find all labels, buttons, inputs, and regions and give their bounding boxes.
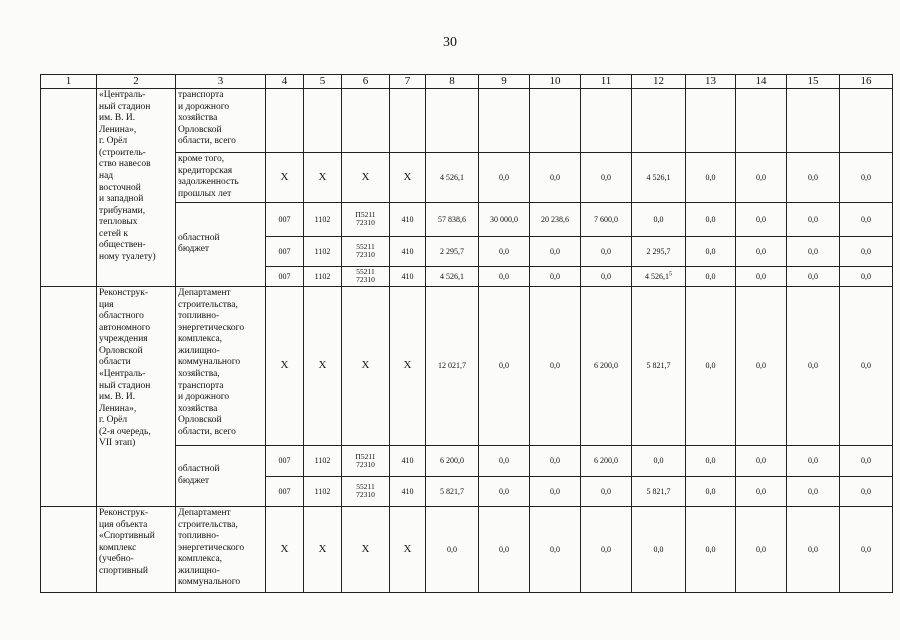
amount-cell: 0,0: [686, 286, 736, 445]
amount-cell: 0,0: [581, 266, 632, 286]
amount-cell: 0,0: [479, 506, 530, 592]
table-row: [41, 286, 893, 445]
amount-cell: 0,0: [530, 266, 581, 286]
code-cell: 55211 72310: [342, 266, 390, 286]
amount-cell: 0,0: [530, 476, 581, 506]
amount-cell: 5 821,7: [426, 476, 479, 506]
x-mark: X: [304, 286, 342, 445]
empty-cell: [41, 286, 97, 506]
amount-cell: 0,0: [840, 202, 893, 236]
code-cell: 007: [266, 202, 304, 236]
amount-cell: 20 238,6: [530, 202, 581, 236]
amount-cell: 0,0: [426, 506, 479, 592]
amount-cell: 0,0: [686, 202, 736, 236]
x-mark: X: [390, 152, 426, 202]
amount-value: 4 526,1: [645, 271, 669, 281]
amount-cell: 0,0: [479, 236, 530, 266]
amount-cell: 6 200,0: [581, 445, 632, 476]
amount-cell: 0,0: [787, 236, 840, 266]
amount-cell: 0,0: [686, 266, 736, 286]
col-header-7: 7: [390, 75, 426, 89]
code-cell: 1102: [304, 236, 342, 266]
amount-cell: 0,0: [686, 445, 736, 476]
col-header-11: 11: [581, 75, 632, 89]
amount-cell: 0,0: [479, 286, 530, 445]
department-cell: Департамент строительства, топливно- энергетического комплекса, жилищно- коммунального хозяйства, транспорта и дорожного хозяйства Орловской области, всего: [176, 286, 266, 445]
empty-cell: [41, 506, 97, 592]
code-cell: П5211 72310: [342, 445, 390, 476]
amount-cell: 0,0: [479, 266, 530, 286]
amount-cell: 0,0: [736, 236, 787, 266]
department-cell: транспорта и дорожного хозяйства Орловской области, всего: [176, 88, 266, 152]
amount-cell: 0,0: [787, 506, 840, 592]
code-cell: 007: [266, 476, 304, 506]
col-header-14: 14: [736, 75, 787, 89]
code-cell: 410: [390, 202, 426, 236]
col-header-16: 16: [840, 75, 893, 89]
x-mark: X: [342, 286, 390, 445]
code-cell: 1102: [304, 266, 342, 286]
amount-cell: 0,0: [840, 266, 893, 286]
col-header-12: 12: [632, 75, 686, 89]
amount-cell: 0,0: [787, 286, 840, 445]
amount-cell: 0,0: [581, 152, 632, 202]
amount-cell: 0,0: [686, 236, 736, 266]
amount-cell: 0,0: [736, 152, 787, 202]
x-mark: X: [342, 506, 390, 592]
code-cell: 410: [390, 236, 426, 266]
code-cell: 1102: [304, 445, 342, 476]
code-cell: 1102: [304, 476, 342, 506]
x-mark: X: [390, 286, 426, 445]
empty-cell: [41, 88, 97, 286]
amount-cell: 4 526,1: [426, 152, 479, 202]
amount-cell: 0,0: [632, 202, 686, 236]
amount-cell: 0,0: [787, 476, 840, 506]
column-number-row: [41, 75, 893, 89]
code-cell: 410: [390, 266, 426, 286]
x-mark: X: [304, 152, 342, 202]
code-cell: 410: [390, 476, 426, 506]
amount-cell: 5 821,7: [632, 476, 686, 506]
col-header-1: 1: [41, 75, 97, 89]
department-cell: Департамент строительства, топливно- энергетического комплекса, жилищно- коммунального: [176, 506, 266, 592]
budget-label: областной бюджет: [176, 445, 266, 506]
amount-cell-footnoted: [632, 266, 686, 286]
col-header-4: 4: [266, 75, 304, 89]
amount-cell: 5 821,7: [632, 286, 686, 445]
amount-cell: 0,0: [530, 236, 581, 266]
amount-cell: 0,0: [787, 445, 840, 476]
amount-cell: 0,0: [736, 266, 787, 286]
page-number: 30: [443, 35, 457, 50]
amount-cell: 0,0: [686, 152, 736, 202]
amount-cell: 4 526,1: [632, 152, 686, 202]
table-row: [41, 506, 893, 592]
amount-cell: 0,0: [581, 236, 632, 266]
code-cell: 410: [390, 445, 426, 476]
amount-cell: 6 200,0: [581, 286, 632, 445]
amount-cell: 0,0: [787, 202, 840, 236]
object-name: «Централь- ный стадион им. В. И. Ленина», г. Орёл (строитель- ство навесов над восточной и западной трибунами, тепловых сетей к обществен- ному туалету): [97, 88, 176, 286]
col-header-13: 13: [686, 75, 736, 89]
amount-cell: 0,0: [736, 286, 787, 445]
col-header-2: 2: [97, 75, 176, 89]
amount-cell: 0,0: [479, 445, 530, 476]
col-header-6: 6: [342, 75, 390, 89]
amount-cell: 0,0: [530, 152, 581, 202]
amount-cell: 0,0: [787, 266, 840, 286]
col-header-10: 10: [530, 75, 581, 89]
col-header-8: 8: [426, 75, 479, 89]
amount-cell: 0,0: [840, 445, 893, 476]
x-mark: X: [304, 506, 342, 592]
amount-cell: 0,0: [530, 445, 581, 476]
x-mark: X: [266, 506, 304, 592]
amount-cell: 30 000,0: [479, 202, 530, 236]
x-mark: X: [390, 506, 426, 592]
amount-cell: 0,0: [840, 236, 893, 266]
amount-cell: 0,0: [479, 152, 530, 202]
amount-cell: 2 295,7: [632, 236, 686, 266]
budget-table: [40, 74, 893, 593]
amount-cell: 0,0: [736, 202, 787, 236]
amount-cell: 0,0: [530, 286, 581, 445]
table-row: [41, 88, 893, 152]
code-cell: 007: [266, 266, 304, 286]
code-cell: 55211 72310: [342, 236, 390, 266]
amount-cell: 0,0: [530, 506, 581, 592]
budget-label: областной бюджет: [176, 202, 266, 286]
amount-cell: 0,0: [736, 445, 787, 476]
code-cell: 007: [266, 236, 304, 266]
object-name: Реконструк- ция объекта «Спортивный комплекс (учебно- спортивный: [97, 506, 176, 592]
amount-cell: 12 021,7: [426, 286, 479, 445]
amount-cell: 0,0: [686, 476, 736, 506]
amount-cell: 57 838,6: [426, 202, 479, 236]
amount-cell: 6 200,0: [426, 445, 479, 476]
x-mark: X: [342, 152, 390, 202]
col-header-5: 5: [304, 75, 342, 89]
amount-cell: 0,0: [840, 506, 893, 592]
amount-cell: 0,0: [581, 476, 632, 506]
code-cell: 1102: [304, 202, 342, 236]
x-mark: X: [266, 286, 304, 445]
amount-cell: 4 526,1: [426, 266, 479, 286]
amount-cell: 0,0: [840, 476, 893, 506]
x-mark: X: [266, 152, 304, 202]
code-cell: П5211 72310: [342, 202, 390, 236]
col-header-15: 15: [787, 75, 840, 89]
footnote-mark: 5: [669, 271, 672, 278]
amount-cell: 0,0: [632, 445, 686, 476]
amount-cell: 0,0: [787, 152, 840, 202]
amount-cell: 7 600,0: [581, 202, 632, 236]
amount-cell: 0,0: [686, 506, 736, 592]
amount-cell: 0,0: [632, 506, 686, 592]
amount-cell: 0,0: [736, 506, 787, 592]
code-cell: 007: [266, 445, 304, 476]
amount-cell: 0,0: [840, 286, 893, 445]
amount-cell: 0,0: [736, 476, 787, 506]
arrears-label: кроме того, кредиторская задолженность прошлых лет: [176, 152, 266, 202]
col-header-9: 9: [479, 75, 530, 89]
col-header-3: 3: [176, 75, 266, 89]
amount-cell: 2 295,7: [426, 236, 479, 266]
object-name: Реконструк- ция областного автономного учреждения Орловской области «Централь- ный стадион им. В. И. Ленина», г. Орёл (2-я очередь, VII этап): [97, 286, 176, 506]
amount-cell: 0,0: [581, 506, 632, 592]
amount-cell: 0,0: [840, 152, 893, 202]
amount-cell: 0,0: [479, 476, 530, 506]
code-cell: 55211 72310: [342, 476, 390, 506]
